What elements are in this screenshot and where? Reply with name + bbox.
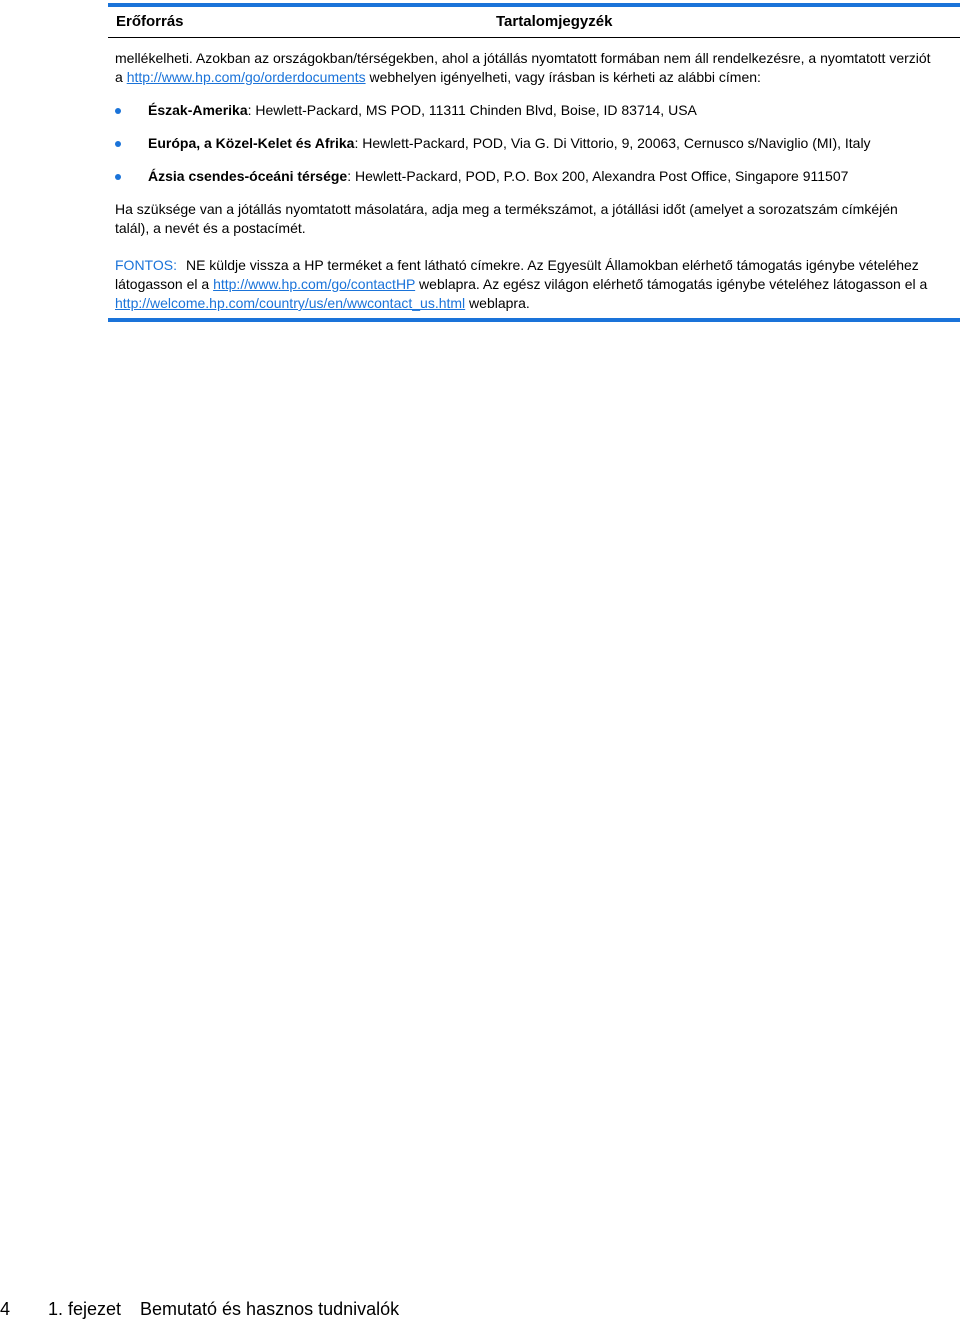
chapter-title: Bemutató és hasznos tudnivalók bbox=[140, 1299, 400, 1319]
address-item-north-america bbox=[115, 101, 935, 120]
address-text: : Hewlett-Packard, MS POD, 11311 Chinden Blvd, Boise, ID 83714, USA bbox=[247, 102, 697, 118]
page-header bbox=[108, 0, 960, 42]
address-text: : Hewlett-Packard, POD, P.O. Box 200, Alexandra Post Office, Singapore 911507 bbox=[347, 168, 849, 184]
header-column-resource: Erőforrás bbox=[116, 13, 184, 30]
wwcontact-link[interactable]: http://welcome.hp.com/country/us/en/wwcontact_us.html bbox=[115, 295, 466, 311]
intro-text-2: webhelyen igényelheti, vagy írásban is kérheti az alábbi címen: bbox=[365, 69, 761, 85]
important-text-2: weblapra. Az egész világon elérhető támogatás igénybe vételéhez látogasson el a bbox=[415, 276, 928, 292]
address-item-asia-pacific bbox=[115, 167, 935, 186]
bullet-icon bbox=[115, 108, 121, 114]
address-region-label: Ázsia csendes-óceáni térsége bbox=[148, 168, 348, 184]
important-text-3: weblapra. bbox=[465, 295, 530, 311]
header-divider bbox=[108, 37, 960, 38]
important-note bbox=[115, 256, 935, 313]
table-end-rule bbox=[108, 318, 960, 322]
address-list bbox=[115, 101, 935, 186]
address-text: : Hewlett-Packard, POD, Via G. Di Vittorio, 9, 20063, Cernusco s/Naviglio (MI), Italy bbox=[354, 135, 871, 151]
contacthp-link[interactable]: http://www.hp.com/go/contactHP bbox=[213, 276, 416, 292]
header-column-contents: Tartalomjegyzék bbox=[496, 13, 613, 30]
intro-paragraph bbox=[115, 49, 935, 87]
address-item-europe bbox=[115, 134, 935, 153]
intro-text-1: mellékelheti. Azokban az országokban/térségekben, ahol a jótállás nyomtatott formában nem áll rendelkezésre, a nyomtatott verziót a bbox=[115, 50, 931, 85]
header-accent-rule bbox=[108, 3, 960, 7]
copy-request-paragraph: Ha szüksége van a jótállás nyomtatott másolatára, adja meg a termékszámot, a jótállási időt (amelyet a sorozatszám címkéjén talál), a nevét és a postacímét. bbox=[115, 201, 898, 236]
bullet-icon bbox=[115, 141, 121, 147]
chapter-label: 1. fejezet bbox=[48, 1299, 122, 1319]
orderdocuments-link[interactable]: http://www.hp.com/go/orderdocuments bbox=[126, 69, 366, 85]
address-region-label: Európa, a Közel-Kelet és Afrika bbox=[148, 135, 355, 151]
page-number: 4 bbox=[0, 1299, 11, 1319]
important-text-1: NE küldje vissza a HP terméket a fent látható címekre. Az Egyesült Államokban elérhető támogatás igénybe vételéhez látogasson el a bbox=[115, 257, 919, 292]
important-label: FONTOS: bbox=[115, 257, 177, 273]
bullet-icon bbox=[115, 174, 121, 180]
address-region-label: Észak-Amerika bbox=[148, 102, 248, 118]
page-content bbox=[115, 49, 935, 313]
